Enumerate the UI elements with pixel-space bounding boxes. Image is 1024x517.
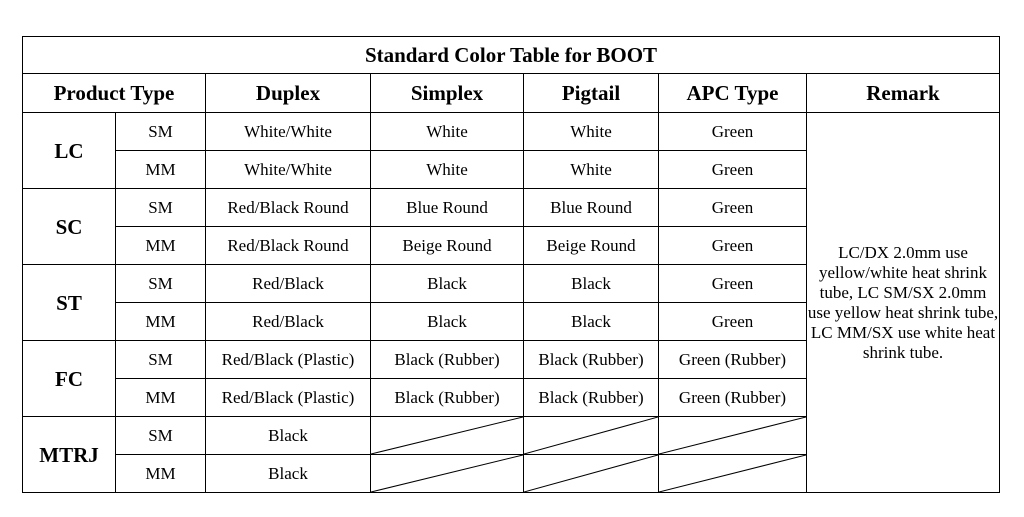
duplex-cell: White/White xyxy=(206,151,371,189)
diagonal-slash-icon xyxy=(524,417,658,454)
mode-cell: MM xyxy=(116,151,206,189)
header-remark: Remark xyxy=(807,74,1000,113)
pigtail-cell: Blue Round xyxy=(524,189,659,227)
product-st: ST xyxy=(23,265,116,341)
header-product-type: Product Type xyxy=(23,74,206,113)
mode-cell: MM xyxy=(116,227,206,265)
apc-cell: Green xyxy=(659,189,807,227)
not-applicable-cell xyxy=(371,455,524,493)
mode-cell: MM xyxy=(116,455,206,493)
pigtail-cell: Black (Rubber) xyxy=(524,379,659,417)
boot-color-table xyxy=(22,36,1000,493)
not-applicable-cell xyxy=(659,417,807,455)
mode-cell: SM xyxy=(116,113,206,151)
diagonal-slash-icon xyxy=(371,417,523,454)
duplex-cell: Red/Black xyxy=(206,265,371,303)
simplex-cell: Blue Round xyxy=(371,189,524,227)
not-applicable-cell xyxy=(371,417,524,455)
apc-cell: Green xyxy=(659,227,807,265)
header-duplex: Duplex xyxy=(206,74,371,113)
mode-cell: SM xyxy=(116,189,206,227)
mode-cell: SM xyxy=(116,341,206,379)
not-applicable-cell xyxy=(659,455,807,493)
not-applicable-cell xyxy=(524,455,659,493)
product-mtrj: MTRJ xyxy=(23,417,116,493)
mode-cell: MM xyxy=(116,379,206,417)
simplex-cell: White xyxy=(371,151,524,189)
remark-cell: LC/DX 2.0mm use yellow/white heat shrink tube, LC SM/SX 2.0mm use yellow heat shrink tube, LC MM/SX use white heat shrink tube. xyxy=(807,113,1000,493)
duplex-cell: Red/Black xyxy=(206,303,371,341)
pigtail-cell: White xyxy=(524,113,659,151)
diagonal-slash-icon xyxy=(659,455,806,492)
header-simplex: Simplex xyxy=(371,74,524,113)
simplex-cell: White xyxy=(371,113,524,151)
diagonal-slash-icon xyxy=(371,455,523,492)
duplex-cell: Black xyxy=(206,455,371,493)
diagonal-slash-icon xyxy=(524,455,658,492)
product-fc: FC xyxy=(23,341,116,417)
simplex-cell: Black xyxy=(371,303,524,341)
apc-cell: Green xyxy=(659,265,807,303)
table-title: Standard Color Table for BOOT xyxy=(23,37,1000,74)
duplex-cell: Black xyxy=(206,417,371,455)
diagonal-slash-icon xyxy=(659,417,806,454)
apc-cell: Green (Rubber) xyxy=(659,341,807,379)
simplex-cell: Beige Round xyxy=(371,227,524,265)
mode-cell: MM xyxy=(116,303,206,341)
simplex-cell: Black (Rubber) xyxy=(371,341,524,379)
simplex-cell: Black xyxy=(371,265,524,303)
duplex-cell: Red/Black Round xyxy=(206,189,371,227)
mode-cell: SM xyxy=(116,417,206,455)
header-pigtail: Pigtail xyxy=(524,74,659,113)
mode-cell: SM xyxy=(116,265,206,303)
header-apc-type: APC Type xyxy=(659,74,807,113)
not-applicable-cell xyxy=(524,417,659,455)
pigtail-cell: Beige Round xyxy=(524,227,659,265)
duplex-cell: Red/Black (Plastic) xyxy=(206,341,371,379)
pigtail-cell: Black xyxy=(524,265,659,303)
duplex-cell: Red/Black Round xyxy=(206,227,371,265)
product-lc: LC xyxy=(23,113,116,189)
apc-cell: Green xyxy=(659,151,807,189)
duplex-cell: Red/Black (Plastic) xyxy=(206,379,371,417)
pigtail-cell: Black (Rubber) xyxy=(524,341,659,379)
simplex-cell: Black (Rubber) xyxy=(371,379,524,417)
product-sc: SC xyxy=(23,189,116,265)
duplex-cell: White/White xyxy=(206,113,371,151)
pigtail-cell: Black xyxy=(524,303,659,341)
apc-cell: Green xyxy=(659,303,807,341)
pigtail-cell: White xyxy=(524,151,659,189)
apc-cell: Green xyxy=(659,113,807,151)
table-row xyxy=(23,113,1000,151)
apc-cell: Green (Rubber) xyxy=(659,379,807,417)
